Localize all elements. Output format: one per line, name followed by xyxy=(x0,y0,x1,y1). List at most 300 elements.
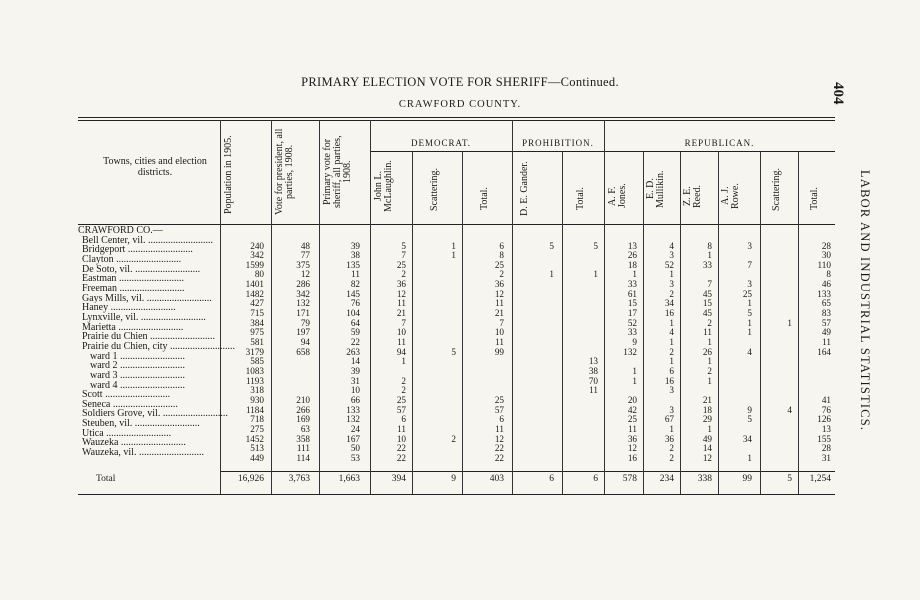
cell-ree: 12 xyxy=(702,452,712,463)
cell-pop: 384 xyxy=(250,317,264,328)
row-label-text: Clayton xyxy=(82,254,114,265)
cell-pres: 210 xyxy=(296,395,310,405)
cell-mcl: 36 xyxy=(396,279,406,290)
cell-pop: 718 xyxy=(250,414,264,425)
row-label-text: Scott xyxy=(82,390,103,400)
cell-prim: 14 xyxy=(350,356,360,367)
total-mcl: 394 xyxy=(391,474,406,484)
cell-jon: 52 xyxy=(627,317,637,328)
table-row xyxy=(0,377,920,387)
cell-mcl: 1 xyxy=(401,356,406,367)
cell-rsc: 1 xyxy=(787,317,792,328)
cell-ree: 26 xyxy=(702,346,712,357)
cell-rtot: 110 xyxy=(817,259,831,270)
cell-pop: 275 xyxy=(250,423,264,434)
table-row xyxy=(0,454,920,464)
row-label-text: Lynxville, vil. xyxy=(82,312,139,323)
cell-dtot: 6 xyxy=(499,414,504,425)
cell-ree: 1 xyxy=(707,375,712,386)
cell-row: 5 xyxy=(747,414,752,425)
cell-prim: 167 xyxy=(346,433,360,444)
row-label-text: Marietta xyxy=(82,322,116,333)
cell-mcl: 11 xyxy=(397,298,406,309)
table-row xyxy=(0,367,920,377)
cell-dtot: 36 xyxy=(494,279,504,290)
cell-pop: 1401 xyxy=(245,279,264,290)
dem-scattering-header: Scattering. xyxy=(429,167,440,211)
cell-pop: 3179 xyxy=(245,346,264,357)
cell-mcl: 22 xyxy=(396,452,406,463)
table-row xyxy=(0,251,920,261)
cell-mcl: 2 xyxy=(401,375,406,386)
cell-pres: 197 xyxy=(296,327,310,338)
leader-dots: .......................... xyxy=(125,245,193,255)
cell-dtot: 22 xyxy=(494,443,504,454)
cell-pres: 375 xyxy=(296,259,310,270)
cell-row: 1 xyxy=(747,452,752,463)
table-row xyxy=(0,435,920,445)
cell-ree: 45 xyxy=(702,288,712,299)
cell-mul: 3 xyxy=(669,279,674,290)
row-label-text: Bell Center, vil. xyxy=(82,235,146,246)
cell-prim: 53 xyxy=(350,452,360,463)
cell-mcl: 25 xyxy=(396,259,406,270)
leader-dots: .......................... xyxy=(147,332,216,342)
cell-dtot: 21 xyxy=(494,308,504,319)
running-head: LABOR AND INDUSTRIAL STATISTICS. xyxy=(858,170,872,432)
cell-dsc: 1 xyxy=(451,250,456,261)
cell-pop: 1599 xyxy=(245,259,264,270)
table-row xyxy=(0,444,920,454)
row-label-text: Seneca xyxy=(82,399,111,410)
table-row xyxy=(0,386,920,396)
cell-mcl: 94 xyxy=(396,346,406,357)
row-label-text: De Soto, vil. xyxy=(82,264,133,275)
cell-row: 3 xyxy=(747,279,752,290)
cell-mcl: 5 xyxy=(401,240,406,251)
cell-ree: 1 xyxy=(707,423,712,434)
cell-pop: 581 xyxy=(250,337,264,348)
cell-mul: 4 xyxy=(669,327,674,338)
header-bottom-rule xyxy=(78,224,835,225)
cell-jon: 36 xyxy=(627,433,637,444)
cell-jon: 33 xyxy=(627,327,637,338)
table-row xyxy=(0,280,920,290)
cell-rtot: 65 xyxy=(821,298,831,309)
cell-pop: 240 xyxy=(250,240,264,251)
cell-mcl: 11 xyxy=(397,423,406,434)
cell-dtot: 6 xyxy=(499,240,504,251)
cell-prim: 82 xyxy=(350,279,360,290)
cell-pres: 358 xyxy=(296,433,310,444)
leader-dots: .......................... xyxy=(108,303,176,313)
stub-header: Towns, cities and election districts. xyxy=(103,156,207,178)
cell-pres: 658 xyxy=(296,346,310,357)
cell-rtot: 41 xyxy=(821,395,831,405)
population-header: Population in 1905. xyxy=(223,135,234,214)
total-pop: 16,926 xyxy=(237,474,264,484)
cell-prim: 133 xyxy=(346,404,360,415)
cell-mcl: 2 xyxy=(401,269,406,280)
cell-mul: 6 xyxy=(669,366,674,377)
table-row xyxy=(0,348,920,358)
cell-ptot: 1 xyxy=(593,269,598,280)
row-label-text: Wauzeka, vil. xyxy=(82,448,137,458)
cell-jon: 16 xyxy=(627,452,637,463)
cell-dtot: 25 xyxy=(494,259,504,270)
cell-mul: 2 xyxy=(669,346,674,357)
cell-dtot: 10 xyxy=(494,327,504,338)
cell-dtot: 11 xyxy=(495,423,504,434)
mclaughlin-header: John L. McLaughlin. xyxy=(373,160,394,212)
cell-jon: 33 xyxy=(627,279,637,290)
data-table xyxy=(0,242,920,464)
cell-dsc: 5 xyxy=(451,346,456,357)
cell-mcl: 21 xyxy=(396,308,406,319)
leader-dots: .......................... xyxy=(145,235,213,246)
cell-pop: 1482 xyxy=(245,288,264,299)
cell-ree: 45 xyxy=(702,308,712,319)
cell-mul: 1 xyxy=(669,269,674,280)
table-row xyxy=(0,242,920,252)
cell-pres: 171 xyxy=(296,308,310,319)
page-number: 404 xyxy=(830,82,846,105)
cell-pres: 111 xyxy=(296,443,310,454)
prohibition-group-header: PROHIBITION. xyxy=(522,138,594,148)
row-label-text: ward 3 xyxy=(90,370,118,381)
cell-prim: 10 xyxy=(350,385,360,396)
leader-dots: .......................... xyxy=(167,341,236,352)
cell-ree: 1 xyxy=(707,250,712,261)
cell-pres: 79 xyxy=(300,317,310,328)
cell-mul: 3 xyxy=(669,404,674,415)
mullikin-header: E. D. Mullikin. xyxy=(645,170,666,208)
cell-mcl: 22 xyxy=(396,443,406,454)
cell-rtot: 164 xyxy=(817,346,831,357)
cell-pop: 715 xyxy=(250,308,264,319)
cell-rtot: 133 xyxy=(817,288,831,299)
cell-jon: 1 xyxy=(632,366,637,377)
cell-pop: 930 xyxy=(250,395,264,405)
cell-pop: 513 xyxy=(250,443,264,454)
total-dtot: 403 xyxy=(489,474,504,484)
cell-mul: 1 xyxy=(669,356,674,367)
rowe-header: A. J. Rowe. xyxy=(720,183,741,209)
table-row xyxy=(0,328,920,338)
total-rule xyxy=(220,471,835,472)
leader-dots: .......................... xyxy=(117,283,185,294)
cell-mcl: 57 xyxy=(396,404,406,415)
total-gan: 6 xyxy=(549,474,554,484)
cell-mul: 16 xyxy=(664,308,674,319)
cell-mcl: 7 xyxy=(401,250,406,261)
leader-dots: .......................... xyxy=(117,370,185,381)
cell-pop: 1452 xyxy=(245,433,264,444)
cell-mul: 36 xyxy=(664,433,674,444)
row-label-text: ward 2 xyxy=(90,361,118,371)
cell-prim: 11 xyxy=(351,269,360,280)
cell-row: 1 xyxy=(747,327,752,338)
row-label-text: Prairie du Chien, city xyxy=(82,341,168,352)
cell-dtot: 2 xyxy=(499,269,504,280)
cell-rtot: 31 xyxy=(821,452,831,463)
leader-dots: .......................... xyxy=(136,448,204,458)
leader-dots: .......................... xyxy=(132,419,200,429)
leader-dots: .......................... xyxy=(116,274,184,284)
cell-ptot: 11 xyxy=(589,385,598,396)
total-mul: 234 xyxy=(659,474,674,484)
cell-pres: 169 xyxy=(296,414,310,425)
totals-label: Total xyxy=(96,474,116,484)
cell-mcl: 10 xyxy=(396,433,406,444)
leader-dots: .......................... xyxy=(117,380,185,391)
cell-dsc: 1 xyxy=(451,240,456,251)
cell-pres: 77 xyxy=(300,250,310,261)
cell-rtot: 30 xyxy=(821,250,831,261)
cell-prim: 22 xyxy=(350,337,360,348)
cell-mcl: 11 xyxy=(397,337,406,348)
leader-dots: .......................... xyxy=(118,438,186,449)
leader-dots: .......................... xyxy=(113,254,182,265)
cell-dtot: 22 xyxy=(494,452,504,463)
cell-dtot: 12 xyxy=(494,433,504,444)
table-row xyxy=(0,357,920,367)
cell-mul: 2 xyxy=(669,443,674,454)
cell-prim: 263 xyxy=(346,346,360,357)
cell-gan: 5 xyxy=(549,240,554,251)
table-row xyxy=(0,261,920,271)
cell-dtot: 11 xyxy=(495,298,504,309)
cell-rtot: 126 xyxy=(817,414,831,425)
table-row xyxy=(0,299,920,309)
cell-mcl: 12 xyxy=(396,288,406,299)
cell-ree: 1 xyxy=(707,356,712,367)
table-row xyxy=(0,415,920,425)
table-row xyxy=(0,338,920,348)
cell-jon: 1 xyxy=(632,375,637,386)
cell-mul: 3 xyxy=(669,385,674,396)
cell-rsc: 4 xyxy=(787,404,792,415)
cell-ree: 15 xyxy=(702,298,712,309)
leader-dots: .......................... xyxy=(144,293,212,304)
cell-pres: 266 xyxy=(296,404,310,415)
leader-dots: .......................... xyxy=(132,264,201,275)
page-subtitle: CRAWFORD COUNTY. xyxy=(398,99,522,110)
row-label-text: Wauzeka xyxy=(82,438,119,449)
cell-dtot: 7 xyxy=(499,317,504,328)
cell-mul: 34 xyxy=(664,298,674,309)
cell-ree: 7 xyxy=(707,279,712,290)
cell-row: 7 xyxy=(747,259,752,270)
table-row xyxy=(0,290,920,300)
cell-pop: 342 xyxy=(250,250,264,261)
cell-pop: 1193 xyxy=(245,375,264,386)
table-row xyxy=(0,309,920,319)
cell-mul: 1 xyxy=(669,337,674,348)
cell-jon: 25 xyxy=(627,414,637,425)
cell-mcl: 10 xyxy=(396,327,406,338)
table-row xyxy=(0,270,920,280)
cell-ree: 29 xyxy=(702,414,712,425)
jones-header: A. F. Jones. xyxy=(607,183,628,209)
page-title: PRIMARY ELECTION VOTE FOR SHERIFF—Continued. xyxy=(301,75,619,89)
cell-prim: 132 xyxy=(346,414,360,425)
cell-ree: 33 xyxy=(702,259,712,270)
cell-prim: 145 xyxy=(346,288,360,299)
cell-jon: 132 xyxy=(623,346,637,357)
row-label-text: Soldiers Grove, vil. xyxy=(82,409,161,420)
cell-jon: 12 xyxy=(627,443,637,454)
table-row xyxy=(0,425,920,435)
cell-pop: 1184 xyxy=(245,404,264,415)
gander-header: D. E. Gander. xyxy=(519,161,530,217)
cell-mcl: 6 xyxy=(401,414,406,425)
total-ree: 338 xyxy=(697,474,712,484)
cell-pop: 975 xyxy=(250,327,264,338)
cell-jon: 11 xyxy=(628,423,637,434)
row-label-text: Steuben, vil. xyxy=(82,419,133,429)
total-rtot: 1,254 xyxy=(809,474,831,484)
cell-prim: 104 xyxy=(346,308,360,319)
table-row xyxy=(0,396,920,406)
cell-prim: 39 xyxy=(350,366,360,377)
cell-row: 34 xyxy=(742,433,752,444)
cell-prim: 24 xyxy=(350,423,360,434)
leader-dots: .......................... xyxy=(115,322,184,333)
leader-dots: .......................... xyxy=(117,351,185,362)
cell-ree: 18 xyxy=(702,404,712,415)
row-label-text: Freeman xyxy=(82,283,117,294)
primary-vote-header: Primary vote for sheriff, all parties, 1908. xyxy=(322,135,353,209)
cell-dtot: 8 xyxy=(499,250,504,261)
cell-prim: 31 xyxy=(350,375,360,386)
cell-ree: 21 xyxy=(702,395,712,405)
cell-ptot: 13 xyxy=(588,356,598,367)
cell-jon: 42 xyxy=(627,404,637,415)
cell-mul: 16 xyxy=(664,375,674,386)
cell-jon: 26 xyxy=(627,250,637,261)
president-vote-header: Vote for president, all parties, 1908. xyxy=(274,128,295,216)
cell-rtot: 155 xyxy=(817,433,831,444)
cell-rtot: 46 xyxy=(821,279,831,290)
row-label-text: Gays Mills, vil. xyxy=(82,293,145,304)
cell-jon: 20 xyxy=(627,395,637,405)
total-pres: 3,763 xyxy=(288,474,310,484)
cell-pres: 63 xyxy=(300,423,310,434)
cell-row: 4 xyxy=(747,346,752,357)
cell-mul: 1 xyxy=(669,423,674,434)
cell-row: 9 xyxy=(747,404,752,415)
row-label-text: Eastman xyxy=(82,274,117,284)
cell-mcl: 2 xyxy=(401,385,406,396)
cell-rtot: 76 xyxy=(821,404,831,415)
cell-mul: 4 xyxy=(669,240,674,251)
cell-jon: 1 xyxy=(632,269,637,280)
cell-dsc: 2 xyxy=(451,433,456,444)
cell-rtot: 8 xyxy=(826,269,831,280)
leader-dots: .......................... xyxy=(138,312,206,323)
top-rule-2 xyxy=(78,120,835,121)
leader-dots: .......................... xyxy=(103,428,172,439)
democrat-group-header: DEMOCRAT. xyxy=(410,138,472,148)
cell-pres: 48 xyxy=(300,240,310,251)
cell-prim: 76 xyxy=(350,298,360,309)
table-row xyxy=(0,406,920,416)
cell-row: 1 xyxy=(747,317,752,328)
table-row xyxy=(0,319,920,329)
reed-header: Z. E. Reed. xyxy=(682,184,703,208)
cell-pres: 94 xyxy=(300,337,310,348)
cell-pop: 318 xyxy=(250,385,264,396)
republican-group-header: REPUBLICAN. xyxy=(684,138,755,148)
cell-prim: 59 xyxy=(350,327,360,338)
cell-dtot: 25 xyxy=(494,395,504,405)
total-dsc: 9 xyxy=(451,474,456,484)
cell-pop: 80 xyxy=(254,269,264,280)
cell-pres: 114 xyxy=(296,452,310,463)
row-label-text: Bridgeport xyxy=(82,245,126,255)
cell-gan: 1 xyxy=(549,269,554,280)
row-label-text: Utica xyxy=(82,428,104,439)
cell-dtot: 99 xyxy=(494,346,504,357)
rep-scattering-header: Scattering. xyxy=(771,167,782,211)
cell-ree: 11 xyxy=(703,327,712,338)
cell-ree: 2 xyxy=(707,317,712,328)
cell-dtot: 12 xyxy=(494,288,504,299)
cell-prim: 66 xyxy=(350,395,360,405)
leader-dots: .......................... xyxy=(110,399,178,410)
cell-prim: 50 xyxy=(350,443,360,454)
row-label-text: ward 1 xyxy=(90,351,118,362)
cell-mcl: 7 xyxy=(401,317,406,328)
cell-jon: 17 xyxy=(627,308,637,319)
cell-jon: 18 xyxy=(627,259,637,270)
rep-total-header: Total. xyxy=(809,187,820,211)
group-rule xyxy=(370,151,835,152)
cell-jon: 61 xyxy=(627,288,637,299)
cell-pres: 286 xyxy=(296,279,310,290)
cell-mul: 2 xyxy=(669,288,674,299)
cell-prim: 39 xyxy=(350,240,360,251)
cell-jon: 13 xyxy=(627,240,637,251)
leader-dots: .......................... xyxy=(117,361,185,371)
cell-rtot: 28 xyxy=(821,443,831,454)
dem-total-header: Total. xyxy=(479,187,490,211)
cell-mul: 3 xyxy=(669,250,674,261)
cell-rtot: 28 xyxy=(821,240,831,251)
cell-pop: 449 xyxy=(250,452,264,463)
cell-mul: 2 xyxy=(669,452,674,463)
cell-jon: 15 xyxy=(627,298,637,309)
cell-ree: 8 xyxy=(707,240,712,251)
cell-row: 3 xyxy=(747,240,752,251)
cell-rtot: 49 xyxy=(821,327,831,338)
cell-rtot: 13 xyxy=(821,423,831,434)
cell-row: 25 xyxy=(742,288,752,299)
cell-mcl: 25 xyxy=(396,395,406,405)
cell-ree: 2 xyxy=(707,366,712,377)
county-label: CRAWFORD CO.— xyxy=(78,226,163,236)
cell-pres: 12 xyxy=(300,269,310,280)
top-rule xyxy=(78,117,835,118)
leader-dots: .......................... xyxy=(160,409,228,420)
cell-rtot: 83 xyxy=(821,308,831,319)
cell-pop: 427 xyxy=(250,298,264,309)
cell-ptot: 5 xyxy=(593,240,598,251)
row-label-text: Prairie du Chien xyxy=(82,332,148,342)
total-row: 99 xyxy=(742,474,752,484)
pro-total-header: Total. xyxy=(575,187,586,211)
